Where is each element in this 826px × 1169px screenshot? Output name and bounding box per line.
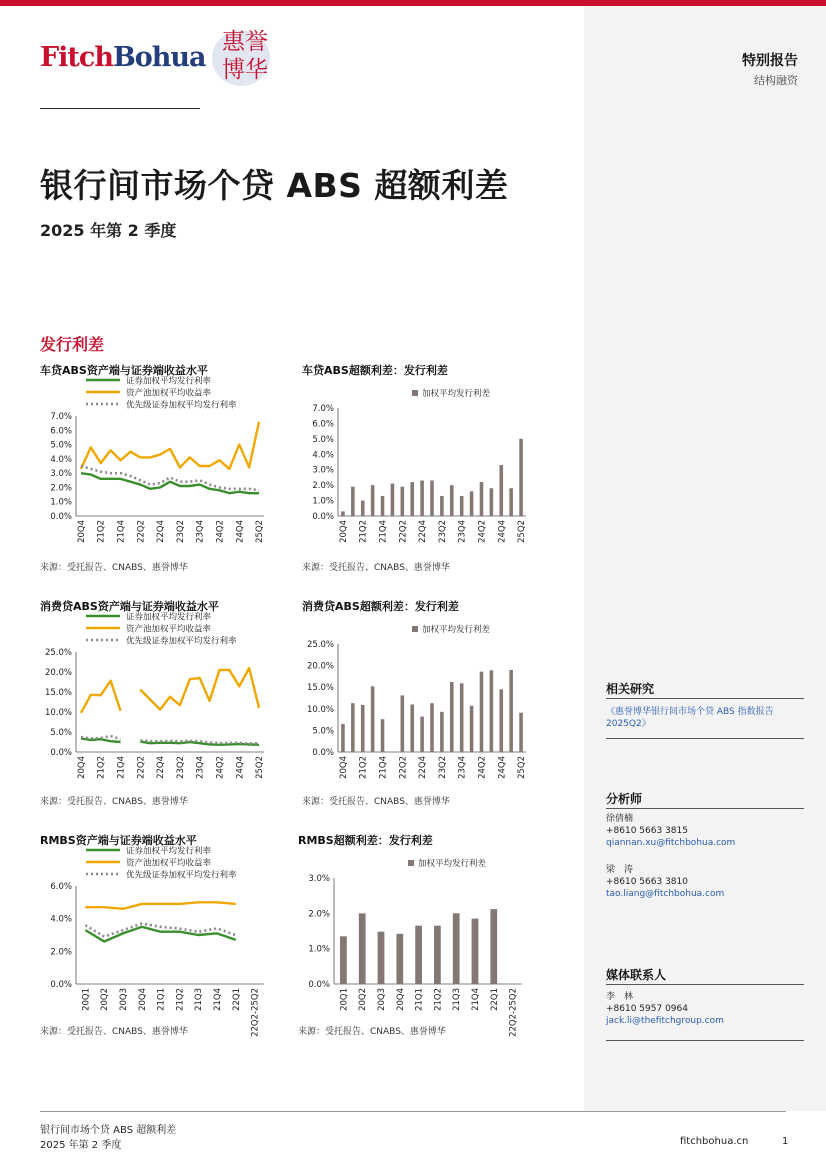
x-tick-label: 20Q2 (358, 988, 369, 1011)
bar (361, 705, 365, 752)
y-tick-label: 4.0% (50, 454, 72, 465)
bar (490, 909, 497, 984)
x-tick-label: 22Q4 (418, 520, 429, 543)
x-tick-label: 21Q4 (116, 520, 127, 543)
bar (381, 719, 385, 752)
series-line (81, 473, 259, 493)
sidebar-panel (584, 6, 826, 1111)
x-tick-label: 20Q1 (339, 988, 350, 1011)
report-type: 特别报告 (742, 53, 798, 69)
x-tick-label: 23Q4 (195, 520, 206, 543)
legend-swatch (412, 626, 418, 632)
rmbs-spread-panel (298, 832, 538, 1040)
report-category: 结构融资 (754, 74, 798, 87)
x-tick-label: 21Q4 (378, 520, 389, 543)
x-tick-label: 23Q2 (437, 756, 448, 779)
bar (460, 496, 464, 516)
analyst-email[interactable]: qiannan.xu@fitchbohua.com (606, 838, 736, 848)
analysts-heading: 分析师 (606, 792, 643, 806)
media-contact-phone: +8610 5957 0964 (606, 1004, 688, 1014)
fitchbohua-logo: FitchBohua (40, 42, 206, 73)
page-number: 1 (782, 1136, 789, 1147)
analyst-phone: +8610 5663 3815 (606, 826, 688, 836)
legend-label: 加权平均发行利差 (422, 625, 491, 635)
bar (440, 712, 444, 752)
y-tick-label: 0.0% (50, 748, 72, 758)
analyst-email[interactable]: tao.liang@fitchbohua.com (606, 889, 725, 899)
y-tick-label: 3.0% (312, 465, 334, 476)
legend-swatch (408, 860, 414, 866)
x-tick-label: 20Q1 (81, 988, 92, 1011)
y-tick-label: 2.0% (50, 483, 72, 494)
bar (450, 485, 454, 516)
bar (401, 487, 405, 516)
divider (606, 738, 804, 739)
chart-title: 车贷ABS资产端与证券端收益水平 (40, 364, 208, 377)
bar (519, 439, 523, 516)
bar (415, 926, 422, 984)
x-tick-label: 23Q2 (175, 520, 186, 543)
page-subtitle: 2025 年第 2 季度 (40, 221, 177, 240)
chart-source: 来源：受托报告、CNABS、惠誉博华 (302, 797, 450, 807)
y-tick-label: 10.0% (306, 704, 334, 715)
bar (378, 932, 385, 984)
bar (430, 481, 434, 516)
media-contact-name: 李 林 (606, 992, 634, 1002)
bar (434, 926, 441, 984)
page-title: 银行间市场个贷 ABS 超额利差 (40, 166, 509, 205)
legend-label: 证券加权平均发行利率 (126, 376, 212, 387)
x-tick-label: 23Q4 (457, 756, 468, 779)
x-tick-label: 21Q2 (96, 756, 107, 779)
y-tick-label: 7.0% (312, 404, 334, 414)
related-research-link[interactable]: 《惠誉博华银行间市场个贷 ABS 指数报告 2025Q2》 (606, 707, 774, 729)
x-tick-label: 24Q4 (497, 520, 508, 543)
bar (371, 686, 375, 752)
legend-label: 优先级证券加权平均发行利率 (126, 870, 237, 881)
y-tick-label: 3.0% (308, 874, 330, 884)
bar (460, 683, 464, 752)
x-tick-label: 22Q1 (231, 988, 242, 1011)
y-tick-label: 0.0% (50, 980, 72, 990)
analyst-phone: +8610 5663 3810 (606, 877, 688, 887)
y-tick-label: 4.0% (50, 914, 72, 925)
bar (410, 704, 414, 752)
y-tick-label: 7.0% (50, 412, 72, 422)
series-line (140, 668, 259, 710)
legend-label: 加权平均发行利差 (418, 859, 487, 869)
rmbs-yield-panel (40, 832, 280, 1040)
bar (453, 913, 460, 984)
chart-title: 消费贷ABS资产端与证券端收益水平 (40, 600, 219, 613)
auto-yield-panel (40, 362, 280, 574)
x-tick-label: 21Q3 (194, 988, 205, 1011)
consumer-spread-chart (302, 610, 542, 798)
chart-source: 来源：受托报告、CNABS、惠誉博华 (298, 1027, 446, 1037)
chart-source: 来源：受托报告、CNABS、惠誉博华 (40, 563, 188, 573)
y-tick-label: 5.0% (50, 440, 72, 451)
bar (472, 919, 479, 984)
series-line (81, 422, 259, 469)
x-tick-label: 23Q2 (437, 520, 448, 543)
x-tick-label: 25Q2 (517, 520, 528, 543)
x-tick-label: 22Q2 (136, 756, 147, 779)
x-tick-label: 22Q2 (398, 520, 409, 543)
analyst-name: 梁 涛 (606, 865, 634, 875)
x-tick-label: 21Q2 (358, 756, 369, 779)
auto-yield-chart (40, 374, 280, 562)
bar (430, 703, 434, 752)
y-tick-label: 1.0% (312, 496, 334, 507)
chart-source: 来源：受托报告、CNABS、惠誉博华 (302, 563, 450, 573)
x-tick-label: 24Q4 (235, 756, 246, 779)
x-tick-label: 24Q2 (477, 756, 488, 779)
y-tick-label: 0.0% (308, 980, 330, 990)
consumer-yield-chart (40, 610, 280, 798)
bar (519, 713, 523, 752)
legend-label: 资产池加权平均收益率 (126, 858, 212, 869)
bar (499, 689, 503, 752)
bar (359, 913, 366, 984)
legend-label: 加权平均发行利差 (422, 389, 491, 399)
footer-divider (40, 1111, 786, 1112)
x-tick-label: 24Q4 (235, 520, 246, 543)
x-tick-label: 20Q4 (395, 988, 406, 1011)
x-tick-label: 20Q4 (76, 756, 87, 779)
x-tick-label: 20Q4 (76, 520, 87, 543)
bar (341, 511, 345, 516)
bar (391, 484, 395, 516)
bar (381, 496, 385, 516)
legend-label: 证券加权平均发行利率 (126, 612, 212, 623)
bar (490, 488, 494, 516)
bar (401, 695, 405, 752)
legend-swatch (412, 390, 418, 396)
bar (450, 682, 454, 752)
x-tick-label: 21Q4 (471, 988, 481, 1011)
y-tick-label: 25.0% (44, 648, 72, 658)
y-tick-label: 1.0% (308, 944, 330, 955)
footer-doc-period: 2025 年第 2 季度 (40, 1140, 122, 1151)
x-tick-label: 22Q2 (136, 520, 147, 543)
media-contact-heading: 媒体联系人 (606, 968, 667, 982)
auto-spread-panel (302, 362, 542, 574)
legend-label: 资产池加权平均收益率 (126, 624, 212, 635)
x-tick-label: 20Q3 (119, 988, 129, 1011)
y-tick-label: 20.0% (306, 661, 334, 672)
y-tick-label: 6.0% (50, 882, 72, 892)
bar (410, 482, 414, 516)
legend-label: 证券加权平均发行利率 (126, 846, 212, 857)
divider (606, 808, 804, 809)
y-tick-label: 15.0% (44, 688, 72, 698)
legend-label: 优先级证券加权平均发行利率 (126, 400, 237, 411)
y-tick-label: 20.0% (44, 668, 72, 678)
bar (371, 485, 375, 516)
auto-spread-chart (302, 374, 542, 562)
x-tick-label: 22Q4 (156, 756, 167, 779)
y-tick-label: 0.0% (312, 748, 334, 758)
footer-site[interactable]: fitchbohua.cn (680, 1136, 749, 1147)
x-tick-label: 22Q2-25Q2 (508, 988, 519, 1037)
x-tick-label: 20Q4 (338, 520, 349, 543)
bar (480, 482, 484, 516)
y-tick-label: 0.0% (312, 512, 334, 522)
bar (341, 724, 345, 752)
related-research-heading: 相关研究 (606, 682, 655, 696)
x-tick-label: 20Q4 (137, 988, 148, 1011)
y-tick-label: 25.0% (306, 640, 334, 650)
y-tick-label: 4.0% (312, 450, 334, 461)
y-tick-label: 5.0% (312, 726, 334, 737)
bar (499, 465, 503, 516)
y-tick-label: 5.0% (50, 728, 72, 738)
y-tick-label: 10.0% (44, 708, 72, 718)
y-tick-label: 15.0% (306, 683, 334, 694)
footer-doc-title: 银行间市场个贷 ABS 超额利差 (40, 1125, 177, 1136)
x-tick-label: 24Q2 (215, 520, 226, 543)
bar (351, 703, 355, 752)
x-tick-label: 23Q2 (175, 756, 186, 779)
divider (606, 1040, 804, 1041)
consumer-yield-panel (40, 598, 280, 810)
x-tick-label: 23Q4 (195, 756, 206, 779)
chart-title: 车贷ABS超额利差：发行利差 (302, 364, 448, 377)
x-tick-label: 20Q2 (100, 988, 111, 1011)
x-tick-label: 21Q1 (414, 988, 425, 1011)
consumer-spread-panel (302, 598, 542, 810)
section-title: 发行利差 (40, 335, 105, 354)
series-line (85, 902, 235, 909)
x-tick-label: 25Q2 (517, 756, 528, 779)
legend-label: 优先级证券加权平均发行利率 (126, 636, 237, 647)
x-tick-label: 21Q4 (116, 756, 127, 779)
y-tick-label: 5.0% (312, 434, 334, 445)
x-tick-label: 21Q2 (358, 520, 369, 543)
x-tick-label: 22Q4 (418, 756, 429, 779)
x-tick-label: 22Q2 (398, 756, 409, 779)
chart-title: RMBS资产端与证券端收益水平 (40, 834, 197, 847)
x-tick-label: 21Q2 (96, 520, 107, 543)
y-tick-label: 6.0% (50, 426, 72, 437)
x-tick-label: 21Q3 (452, 988, 463, 1011)
x-tick-label: 22Q4 (156, 520, 167, 543)
bar (470, 706, 474, 752)
bar (509, 670, 513, 752)
x-tick-label: 23Q4 (457, 520, 468, 543)
bar (480, 672, 484, 752)
chart-source: 来源：受托报告、CNABS、惠誉博华 (40, 797, 188, 807)
x-tick-label: 21Q2 (433, 988, 444, 1011)
media-contact-email[interactable]: jack.li@thefitchgroup.com (606, 1016, 724, 1026)
x-tick-label: 22Q1 (489, 988, 500, 1011)
logo-divider (40, 108, 200, 109)
x-tick-label: 20Q4 (338, 756, 349, 779)
y-tick-label: 6.0% (312, 419, 334, 430)
x-tick-label: 21Q2 (175, 988, 186, 1011)
legend-label: 资产池加权平均收益率 (126, 388, 212, 399)
seal-text: 惠誉博华 (222, 29, 268, 83)
y-tick-label: 2.0% (50, 947, 72, 958)
y-tick-label: 3.0% (50, 469, 72, 480)
bar (440, 496, 444, 516)
bar (420, 481, 424, 516)
chart-title: 消费贷ABS超额利差：发行利差 (302, 600, 459, 613)
bar (420, 717, 424, 752)
bar (470, 491, 474, 516)
y-tick-label: 2.0% (312, 481, 334, 492)
chart-title: RMBS超额利差：发行利差 (298, 834, 433, 847)
bar (490, 670, 494, 752)
x-tick-label: 25Q2 (255, 520, 266, 543)
bar (340, 936, 347, 984)
bar (396, 934, 403, 984)
bar (361, 501, 365, 516)
x-tick-label: 22Q2-25Q2 (250, 988, 261, 1037)
chart-source: 来源：受托报告、CNABS、惠誉博华 (40, 1027, 188, 1037)
analyst-name: 徐倩楠 (606, 814, 634, 824)
x-tick-label: 21Q1 (156, 988, 167, 1011)
divider (606, 984, 804, 985)
x-tick-label: 20Q3 (377, 988, 387, 1011)
divider (606, 698, 804, 699)
y-tick-label: 1.0% (50, 497, 72, 508)
bar (351, 487, 355, 516)
series-line (81, 681, 121, 713)
x-tick-label: 24Q2 (215, 756, 226, 779)
y-tick-label: 0.0% (50, 512, 72, 522)
x-tick-label: 21Q4 (213, 988, 223, 1011)
bar (509, 488, 513, 516)
x-tick-label: 25Q2 (255, 756, 266, 779)
y-tick-label: 2.0% (308, 909, 330, 920)
logo-seal (210, 28, 276, 90)
x-tick-label: 24Q2 (477, 520, 488, 543)
x-tick-label: 24Q4 (497, 756, 508, 779)
x-tick-label: 21Q4 (378, 756, 389, 779)
